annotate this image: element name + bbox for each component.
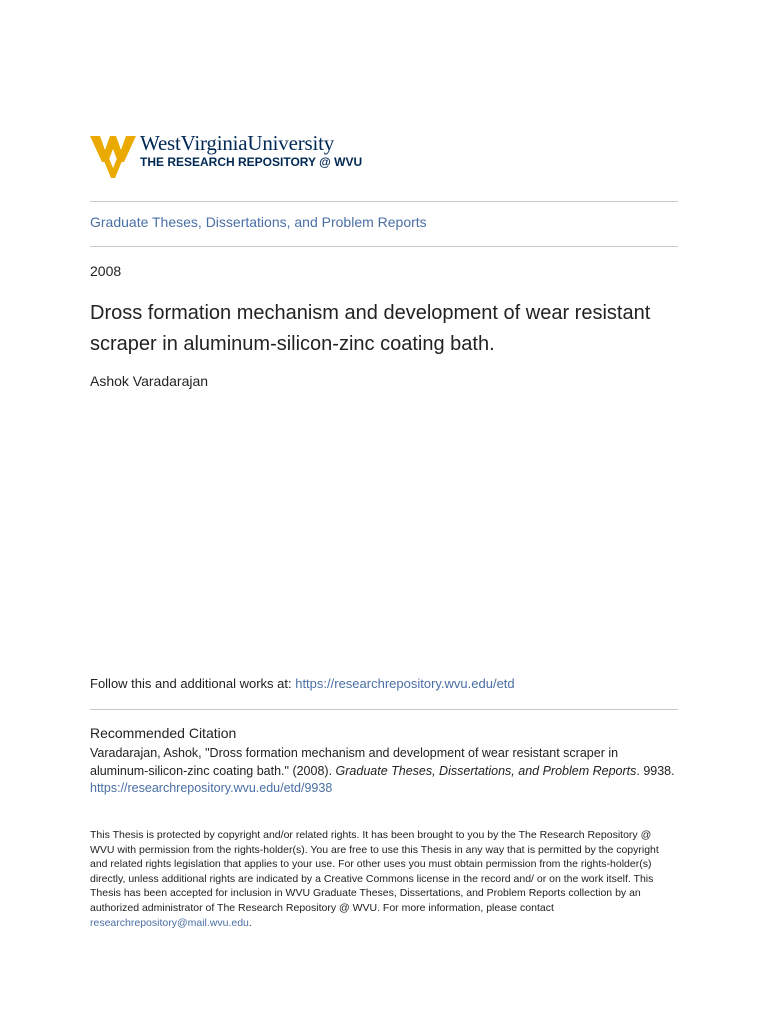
flying-wv-icon [90, 132, 136, 178]
citation-series: Graduate Theses, Dissertations, and Problem Reports [335, 763, 637, 778]
citation-text [90, 745, 678, 798]
citation-link[interactable]: https://researchrepository.wvu.edu/etd/9938 [90, 781, 333, 795]
divider [90, 201, 678, 202]
rights-statement [90, 828, 678, 930]
divider [90, 246, 678, 247]
rights-suffix: . [248, 916, 252, 929]
follow-prefix: Follow this and additional works at: [90, 676, 296, 691]
citation-number: . 9938. [636, 763, 675, 778]
publication-year: 2008 [90, 263, 122, 279]
divider [90, 709, 678, 710]
document-page [90, 0, 678, 1024]
university-name: WestVirginiaUniversity [140, 131, 335, 155]
etd-collection-link[interactable]: https://researchrepository.wvu.edu/etd [295, 676, 515, 691]
author-name: Ashok Varadarajan [90, 373, 209, 389]
rights-text: This Thesis is protected by copyright and/or related rights. It has been brought to you by the The Research Repository @ WVU with permission from the rights-holder(s). You are free to use this Thesis in any way that is permitted by the copyright and related rights legislation that applies to your use. For other uses you must obtain permission from the rights-holder(s) directly, unless additional rights are indicated by a Creative Commons license in the record and/ or on the work itself. This Thesis has been accepted for inclusion in WVU Graduate Theses, Dissertations, and Problem Reports collection by an authorized administrator of The Research Repository @ WVU. For more information, please contact [90, 829, 659, 914]
citation-body: Varadarajan, Ashok, "Dross formation mechanism and development of wear resistant scraper in aluminum-silicon-zinc coating bath." (2008). [90, 746, 619, 778]
follow-line [90, 676, 515, 691]
wvu-logo[interactable] [90, 128, 390, 180]
collection-link[interactable]: Graduate Theses, Dissertations, and Problem Reports [90, 214, 427, 230]
document-title: Dross formation mechanism and development of wear resistant scraper in aluminum-silicon-zinc coating bath. [90, 302, 651, 355]
repository-name: THE RESEARCH REPOSITORY @ WVU [140, 155, 363, 169]
recommended-citation-heading: Recommended Citation [90, 725, 237, 741]
contact-email-link[interactable]: researchrepository@mail.wvu.edu [90, 916, 249, 929]
